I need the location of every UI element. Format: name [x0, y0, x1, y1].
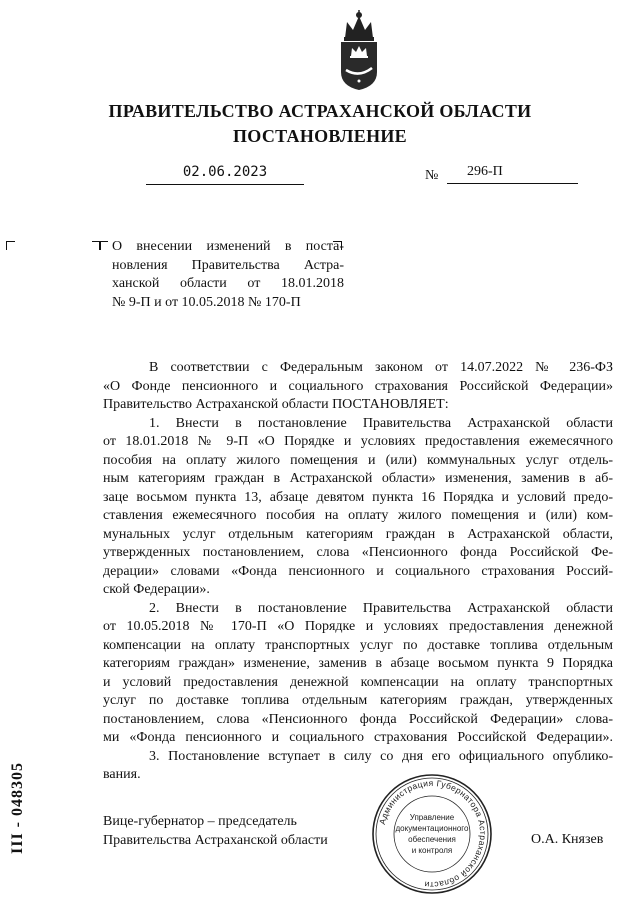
- body-line: от 18.01.2018 № 9-П «О Порядке и условиях предоставления ежемесячного: [103, 434, 613, 449]
- document-number: 296-П: [447, 164, 578, 184]
- document-type: ПОСТАНОВЛЕНИЕ: [233, 126, 407, 146]
- stamp-inner-line: и контроля: [411, 846, 453, 855]
- number-sign: №: [425, 168, 439, 183]
- body-line: 1. Внести в постановление Правительства Астраханской области: [149, 415, 613, 431]
- body-line: вания.: [103, 767, 141, 782]
- body-line: категориям граждан» изменение, заменив в абзаце восьмом пункта 9 Порядка: [103, 656, 613, 671]
- stamp-outer-text: Администрация Губернатора Астраханской области: [376, 777, 489, 891]
- body-line: ми «Фонда пенсионного и социального страхования Российской Федерации».: [103, 730, 613, 745]
- subject-line: № 9-П и от 10.05.2018 № 170-П: [112, 294, 301, 310]
- body-line: 2. Внести в постановление Правительства Астраханской области: [149, 600, 613, 616]
- subject-line: О внесении изменений в поста-: [112, 239, 344, 254]
- coat-of-arms-emblem: [331, 10, 387, 92]
- stamp-inner-line: обеспечения: [408, 835, 456, 844]
- subject-line: ханской области от 18.01.2018: [112, 276, 344, 291]
- stamp-inner-line: документационного: [395, 824, 469, 833]
- body-line: заце восьмом пункта 13, абзаце девятом пункта 16 Порядка и условий предо-: [103, 489, 613, 505]
- serial-number: [4, 742, 28, 856]
- body-line: В соответствии с Федеральным законом от 14.07.2022 № 236-ФЗ: [149, 360, 613, 375]
- corner-mark: [99, 241, 108, 250]
- body-line: 3. Постановление вступает в силу со дня его официального опублико-: [149, 748, 613, 764]
- government-title: ПРАВИТЕЛЬСТВО АСТРАХАНСКОЙ ОБЛАСТИ: [108, 101, 532, 121]
- subject-line: новления Правительства Астра-: [112, 257, 344, 273]
- document-subject: [112, 238, 344, 312]
- signatory-position: [103, 813, 328, 850]
- body-line: ным категориям граждан в Астраханской области» изменения, заменив в аб-: [103, 471, 613, 486]
- body-line: ставления ежемесячного пособия на оплату жилого помещения и (или) ком-: [103, 508, 613, 523]
- body-line: пособия на оплату жилого помещения и (или) коммунальных услуг отдель-: [103, 452, 613, 468]
- body-line: и условий предоставления денежной компенсации на оплату транспортных: [103, 674, 613, 690]
- corner-mark: [6, 241, 15, 250]
- document-date: 02.06.2023: [146, 164, 304, 185]
- body-line: Правительство Астраханской области ПОСТАНОВЛЯЕТ:: [103, 397, 449, 412]
- body-line: от 10.05.2018 № 170-П «О Порядке и условиях предоставления денежной: [103, 619, 613, 634]
- body-line: постановлением, слова «Пенсионного фонда Российской Федерации» слова-: [103, 711, 613, 727]
- body-line: ской Федерации».: [103, 582, 210, 597]
- signatory-name: О.А. Князев: [531, 832, 604, 847]
- stamp-inner-line: Управление: [409, 813, 455, 822]
- body-line: дерации» словами «Фонда пенсионного и социального страхования Россий-: [103, 563, 613, 579]
- body-line: компенсации на оплату транспортных услуг по доставке топлива отдельным: [103, 637, 613, 653]
- serial-number-text: III - 048305: [9, 761, 26, 854]
- signatory-position-line: Правительства Астраханской области: [103, 832, 328, 848]
- body-line: услуг по доставке топлива отдельным категориям граждан, утвержденных: [103, 693, 613, 708]
- official-stamp: [370, 772, 494, 896]
- document-body: [103, 359, 613, 785]
- body-line: мунальных услуг отдельным категориям граждан в Астраханской области,: [103, 526, 613, 542]
- body-line: утвержденных постановлением, слова «Пенсионного фонда Российской Фе-: [103, 545, 613, 560]
- signatory-position-line: Вице-губернатор – председатель: [103, 814, 297, 829]
- body-line: «О Фонде пенсионного и социального страхования Российской Федерации»: [103, 378, 613, 394]
